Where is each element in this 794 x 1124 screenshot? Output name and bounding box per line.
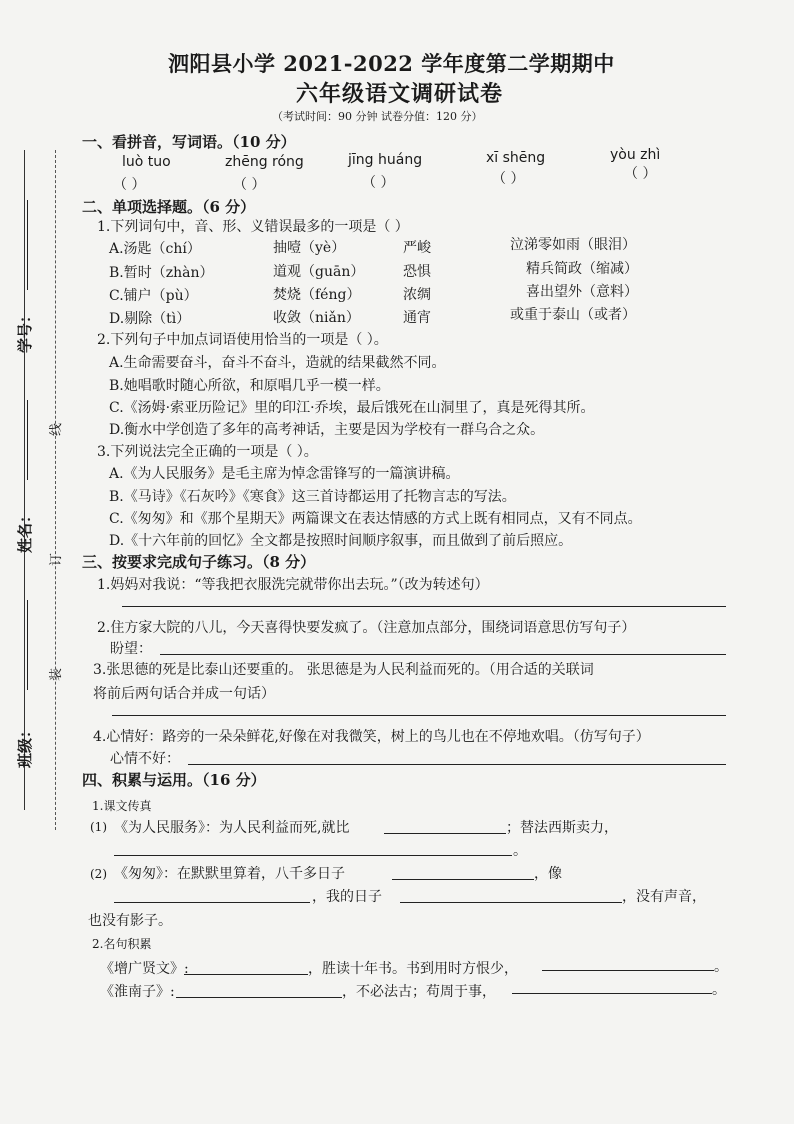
side-xian: 线 — [49, 422, 65, 437]
s3-q2-answer-line[interactable] — [160, 654, 726, 655]
side-banji-label: 班级： — [16, 722, 35, 769]
s4-l3-blank-2[interactable] — [542, 970, 714, 971]
binding-line — [24, 150, 25, 810]
s4-l2-text-b: ，像 — [534, 866, 562, 882]
pinyin-2: zhēng róng — [225, 154, 304, 170]
s4-l3-text-a: 《增广贤文》: — [100, 961, 189, 977]
s4-l2-num: (2) — [90, 867, 107, 881]
section4-title: 四、积累与运用。（16 分） — [82, 771, 266, 789]
s2-q3-d: D.《十六年前的回忆》全文都是按照时间顺序叙事，而且做到了前后照应。 — [109, 533, 573, 549]
pinyin-3: jīng huáng — [348, 152, 423, 168]
exam-info: （考试时间：90 分钟 试卷分值：120 分） — [272, 110, 483, 123]
exam-title-line1: 泗阳县小学 2021-2022 学年度第二学期期中 — [168, 51, 615, 76]
s2-q2-b: B.她唱歌时随心所欲，和原唱几乎一模一样。 — [109, 378, 390, 394]
side-ding: 订 — [49, 552, 65, 567]
s4-l4-blank-2[interactable] — [512, 993, 712, 994]
s4-l2-blank-2[interactable] — [114, 902, 310, 903]
s2-q3-c: C.《匆匆》和《那个星期天》两篇课文在表达情感的方式上既有相同点，又有不同点。 — [109, 511, 642, 527]
s4-l4-text-b: ，不必法古；苟周于事， — [342, 984, 496, 1000]
s4-l3-end: 。 — [714, 959, 728, 975]
s3-q3-answer-line[interactable] — [112, 715, 726, 716]
s3-q3-line2: 将前后两句话合并成一句话） — [93, 686, 275, 702]
xuehao-blank[interactable] — [27, 200, 28, 290]
s2-q1-r3-c3: 浓绸 — [403, 287, 431, 303]
s2-q1-r4-c2: 收敛（niǎn） — [273, 310, 360, 326]
s2-q3-a: A.《为人民服务》是毛主席为悼念雷锋写的一篇演讲稿。 — [109, 466, 460, 482]
s2-q2-d: D.衡水中学创造了多年的高考神话，主要是因为学校有一群乌合之众。 — [109, 422, 545, 438]
s2-q3: 3.下列说法完全正确的一项是（ ）。 — [97, 444, 318, 460]
s2-q2: 2.下列句子中加点词语使用恰当的一项是（ ）。 — [97, 332, 388, 348]
s4-sub2: 2.名句积累 — [92, 937, 152, 951]
s4-l1-blank-1[interactable] — [384, 833, 506, 834]
s3-q3-line1: 3.张思德的死是比泰山还要重的。 张思德是为人民利益而死的。（用合适的关联词 — [93, 662, 594, 678]
s4-l4-end: 。 — [712, 982, 726, 998]
xingming-blank[interactable] — [27, 400, 28, 480]
s4-l2-text-a: 《匆匆》：在默默里算着，八千多日子 — [114, 866, 345, 882]
s3-q1-answer-line[interactable] — [122, 606, 726, 607]
s3-q4-answer-line[interactable] — [188, 764, 726, 765]
section3-title: 三、按要求完成句子练习。（8 分） — [82, 553, 316, 571]
s3-q2: 2.住方家大院的八儿，今天喜得快要发疯了。（注意加点部分，围绕词语意思仿写句子） — [97, 620, 636, 636]
s2-q3-b: B.《马诗》《石灰吟》《寒食》这三首诗都运用了托物言志的写法。 — [109, 489, 516, 505]
answer-box-5[interactable]: （ ） — [624, 166, 657, 182]
s4-l3-blank-1[interactable] — [184, 974, 308, 975]
pinyin-1: luò tuo — [122, 154, 171, 170]
s3-q1: 1.妈妈对我说：“等我把衣服洗完就带你出去玩。”（改为转述句） — [97, 577, 489, 593]
exam-title-line2: 六年级语文调研试卷 — [296, 81, 504, 107]
banji-blank[interactable] — [27, 600, 28, 690]
s2-q1-r1-c3: 严峻 — [403, 240, 431, 256]
s4-l1-blank-2[interactable] — [114, 855, 512, 856]
s4-l3-text-b: ，胜读十年书。书到用时方恨少， — [308, 961, 518, 977]
s2-q1-r4-c1: D.剔除（tì） — [109, 311, 191, 327]
s4-l2-text-c: ，我的日子 — [312, 889, 382, 905]
answer-box-4[interactable]: （ ） — [492, 171, 525, 187]
s4-l2-blank-3[interactable] — [400, 902, 622, 903]
s4-l1-end: 。 — [513, 843, 527, 859]
answer-box-2[interactable]: （ ） — [233, 177, 266, 193]
s2-q1-r4-c4: 或重于泰山（或者） — [510, 307, 636, 323]
s3-q4-prefix: 心情不好： — [110, 751, 180, 767]
s2-q1-r2-c1: B.暂时（zhàn） — [109, 265, 214, 281]
s2-q2-a: A.生命需要奋斗，奋斗不奋斗，造就的结果截然不同。 — [109, 355, 446, 371]
cut-line — [55, 150, 56, 830]
s4-l2-text-e: 也没有影子。 — [88, 913, 172, 929]
s2-q1-r4-c3: 通宵 — [403, 310, 431, 326]
s2-q1-r2-c4: 精兵简政（缩减） — [526, 261, 638, 277]
s4-sub1: 1.课文传真 — [92, 799, 152, 813]
pinyin-4: xī shēng — [486, 150, 546, 166]
s2-q1-r3-c4: 喜出望外（意料） — [526, 284, 638, 300]
answer-box-3[interactable]: （ ） — [362, 175, 395, 191]
s2-q2-c: C.《汤姆·索亚历险记》里的印江·乔埃，最后饿死在山洞里了，真是死得其所。 — [109, 400, 595, 416]
s4-l1-text-a: 《为人民服务》：为人民利益而死,就比 — [114, 820, 350, 836]
pinyin-5: yòu zhì — [610, 147, 661, 163]
s2-q1-r2-c3: 恐惧 — [403, 264, 431, 280]
answer-box-1[interactable]: （ ） — [113, 177, 146, 193]
s4-l1-num: (1) — [90, 820, 107, 834]
s4-l2-text-d: ，没有声音， — [622, 889, 706, 905]
side-zhuang: 装 — [49, 667, 65, 682]
s3-q4: 4.心情好：路旁的一朵朵鲜花,好像在对我微笑，树上的鸟儿也在不停地欢唱。（仿写句子） — [93, 729, 650, 745]
s4-l2-blank-1[interactable] — [392, 879, 534, 880]
section2-title: 二、单项选择题。（6 分） — [82, 198, 256, 216]
section1-title: 一、看拼音，写词语。（10 分） — [82, 133, 296, 151]
s2-q1-r3-c1: C.铺户（pù） — [109, 288, 198, 304]
s4-l4-text-a: 《淮南子》: — [100, 984, 175, 1000]
s2-q1: 1.下列词句中，音、形、义错误最多的一项是（ ） — [97, 219, 409, 235]
s4-l1-text-b: ；替法西斯卖力， — [506, 820, 618, 836]
s2-q1-r1-c2: 抽噎（yè） — [273, 240, 346, 256]
side-xuehao-label: 学号： — [16, 307, 35, 354]
s2-q1-r2-c2: 道观（guān） — [273, 264, 365, 280]
s2-q1-r1-c4: 泣涕零如雨（眼泪） — [510, 237, 636, 253]
s2-q1-r1-c1: A.汤匙（chí） — [109, 241, 201, 257]
s2-q1-r3-c2: 焚烧（féng） — [273, 287, 361, 303]
s4-l4-blank-1[interactable] — [176, 997, 342, 998]
s3-q2-prefix: 盼望： — [110, 641, 152, 657]
side-xingming-label: 姓名： — [16, 507, 35, 554]
